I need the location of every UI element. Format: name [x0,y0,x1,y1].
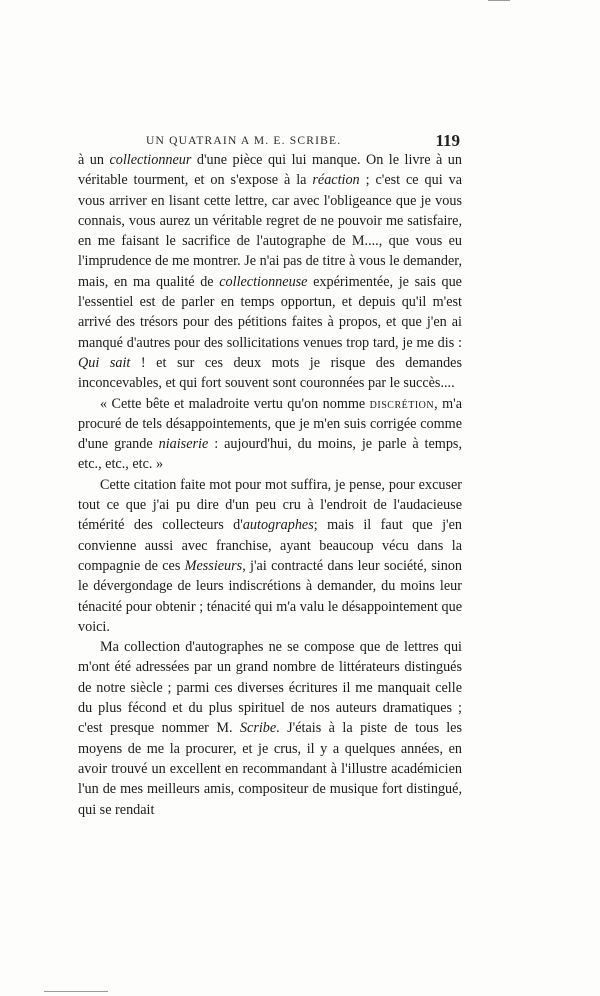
italic-text: collectionneuse [219,273,308,290]
scan-edge-mark-top [488,0,510,1]
body-text [78,150,462,820]
paragraph [78,475,462,637]
italic-text: Qui sait [78,354,131,371]
text-segment: , j'ai contracté dans leur société, sinon le dévergondage de leurs indiscrétions à demander, du moins leur ténacité pour obtenir ; ténacité qui m'a valu le désappointement que voici. [78,557,463,635]
text-segment: « Cette bête et maladroite vertu qu'on nomme [100,395,370,412]
small-caps-text: discrétion [369,395,435,412]
text-segment: ; mais il faut que j'en convienne aussi avec franchise, ayant beaucoup vécu dans la compagnie de ces [78,517,462,574]
text-segment: ; c'est ce qui va vous arriver en lisant cette lettre, car avec l'obligeance que je vous connais, vous aurez un véritable regret de ne pouvoir me satisfaire, en me faisant le sacrifice de l'autographe de M...., que vous eu l'imprudence de me montrer. Je n'ai pas de titre à vous le demander, mais, en ma qualité de [78,172,462,290]
paragraph [78,394,462,475]
text-segment: , m'a procuré de tels désappointements, que je m'en suis corrigée comme d'une grande [78,395,462,453]
italic-text: réaction [312,172,360,189]
italic-text: collectionneur [109,152,192,168]
italic-text: niaiserie [158,436,209,453]
text-segment: . J'étais à la piste de tous les moyens de me la procurer, et je crus, il y a quelques années, en avoir trouvé un excellent en recommandant à l'illustre académicien l'un de mes meilleurs amis, compositeur de musique fort distingué, qui se rendait [78,720,462,818]
running-head: UN QUATRAIN A M. E. SCRIBE. [146,135,342,147]
italic-text: Messieurs [184,557,243,574]
italic-text: autographes [242,517,314,534]
scan-edge-mark-bottom [44,991,108,992]
paragraph [78,637,462,820]
text-segment: Cette citation faite mot pour mot suffira, je pense, pour excuser tout ce que j'ai pu dire d'un peu cru à l'endroit de l'audacieuse témérité des collecteurs d' [78,476,462,534]
text-segment: : aujourd'hui, du moins, je parle à temps, etc., etc., etc. » [78,436,462,473]
text-segment: ! et sur ces deux mots je risque des demandes inconcevables, et qui fort souvent sont couronnées par le succès.... [78,354,462,392]
page-number: 119 [435,131,460,150]
paragraph [78,150,462,394]
text-segment: à un [78,152,110,168]
text-segment: d'une pièce qui lui manque. On le livre à un véritable tourment, et on s'expose à la [78,152,462,189]
italic-text: Scribe [239,720,277,737]
text-segment: Ma collection d'autographes ne se compose que de lettres qui m'ont été adressées par un grand nombre de littérateurs distingués de notre siècle ; parmi ces diverses écritures il me manquait celle du plus fécond et du plus spirituel de nos auteurs dramatiques ; c'est presque nommer M. [78,639,462,737]
text-segment: expérimentée, je sais que l'essentiel est de parler en temps opportun, et depuis qu'il m'est arrivé des trésors pour des pétitions faites à propos, et que j'en ai manqué d'autres pour des sollicitations venues trop tard, je me dis : [78,273,462,351]
